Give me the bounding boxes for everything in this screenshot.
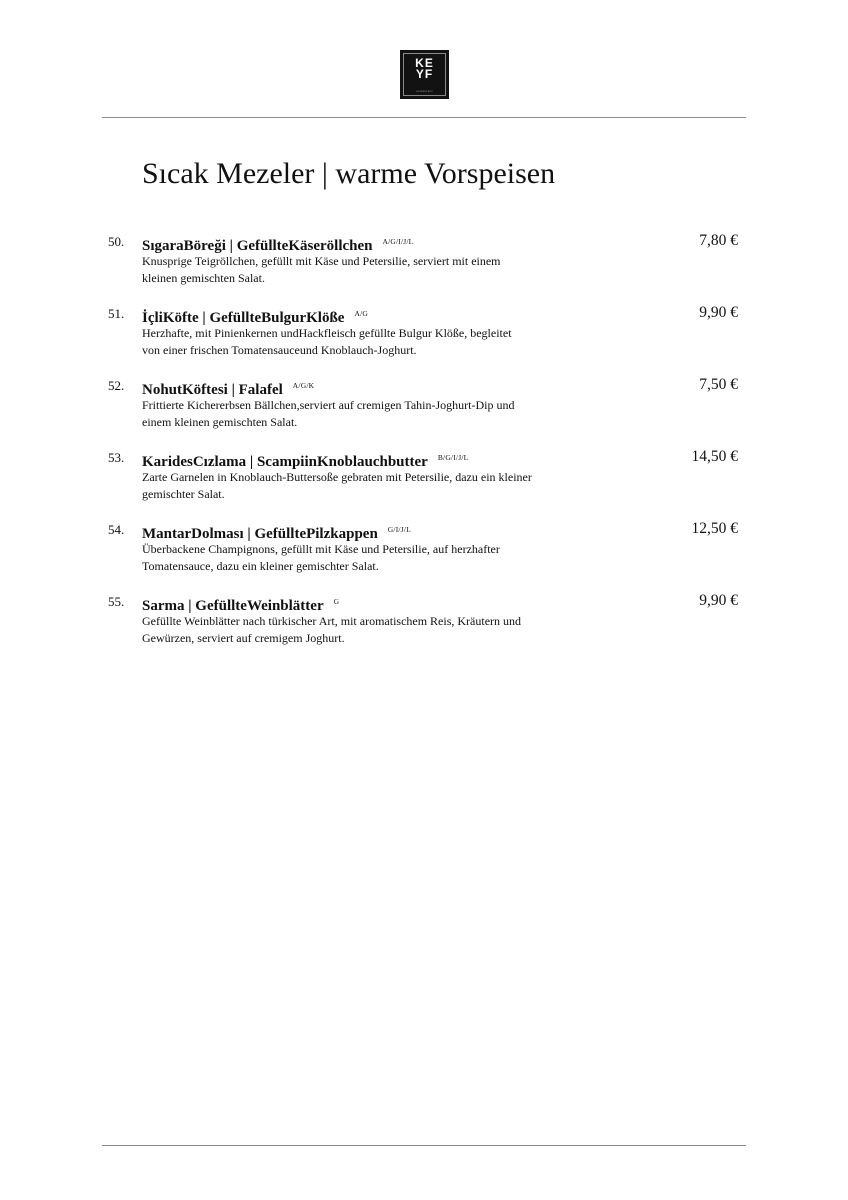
menu-item [0, 518, 848, 590]
item-price: 7,50 € [699, 376, 738, 393]
page-title: Sıcak Mezeler | warme Vorspeisen [142, 157, 556, 190]
item-price: 9,90 € [699, 592, 738, 609]
item-description-line: von einer frischen Tomatensauceund Knoblauch-Joghurt. [142, 343, 417, 357]
item-description [142, 469, 632, 503]
item-description [142, 253, 632, 287]
item-number: 52. [108, 378, 125, 393]
bottom-divider [102, 1145, 746, 1146]
item-number: 55. [108, 594, 125, 609]
item-description-line: einem kleinen gemischten Salat. [142, 415, 298, 429]
item-description-line: Überbackene Champignons, gefüllt mit Käse und Petersilie, auf herzhafter [142, 542, 500, 556]
item-allergens: A/G/K [292, 381, 315, 390]
logo-line-1: KE [415, 56, 434, 70]
item-number: 54. [108, 522, 125, 537]
item-description-line: gemischter Salat. [142, 487, 225, 501]
item-price: 14,50 € [691, 448, 738, 465]
item-description-line: Zarte Garnelen in Knoblauch-Buttersoße gebraten mit Petersilie, dazu ein kleiner [142, 470, 532, 484]
item-description-line: Gefüllte Weinblätter nach türkischer Art, mit aromatischem Reis, Kräutern und [142, 614, 522, 628]
item-description [142, 613, 632, 647]
item-number: 53. [108, 450, 125, 465]
item-name-text: MantarDolması | GefülltePilzkappen [142, 526, 378, 542]
item-description-line: Tomatensauce, dazu ein kleiner gemischter Salat. [142, 559, 379, 573]
menu-item [0, 230, 848, 302]
menu-item [0, 590, 848, 662]
item-allergens: G [333, 597, 340, 606]
top-divider [102, 117, 746, 118]
item-description [142, 325, 632, 359]
item-price: 7,80 € [699, 232, 738, 249]
item-name-text: NohutKöftesi | Falafel [142, 382, 283, 398]
item-description-line: Gewürzen, serviert auf cremigem Joghurt. [142, 631, 345, 645]
item-name-text: SıgaraBöreği | GefüllteKäseröllchen [142, 238, 373, 254]
item-description-line: Frittierte Kichererbsen Bällchen,serviert auf cremigen Tahin-Joghurt-Dip und [142, 398, 515, 412]
item-price: 12,50 € [691, 520, 738, 537]
item-allergens: A/G [354, 309, 368, 318]
item-description [142, 541, 632, 575]
menu-item-list [0, 230, 848, 662]
item-number: 50. [108, 234, 125, 249]
logo-line-2: YF [415, 67, 434, 81]
logo-wordmark [400, 58, 449, 80]
item-number: 51. [108, 306, 125, 321]
item-price: 9,90 € [699, 304, 738, 321]
item-allergens: B/G/I/J/L [437, 453, 469, 462]
menu-item [0, 302, 848, 374]
item-description-line: Knusprige Teigröllchen, gefüllt mit Käse und Petersilie, serviert mit einem [142, 254, 501, 268]
item-name-text: Sarma | GefüllteWeinblätter [142, 598, 324, 614]
item-description [142, 397, 632, 431]
item-description-line: Herzhafte, mit Pinienkernen undHackfleisch gefüllte Bulgur Klöße, begleitet [142, 326, 512, 340]
restaurant-logo [400, 50, 449, 99]
item-allergens: A/G/I/J/L [382, 237, 414, 246]
item-description-line: kleinen gemischten Salat. [142, 271, 265, 285]
item-allergens: G/I/J/L [387, 525, 411, 534]
item-name-text: KaridesCızlama | ScampiinKnoblauchbutter [142, 454, 428, 470]
menu-item [0, 374, 848, 446]
item-name-text: İçliKöfte | GefüllteBulgurKlöße [142, 310, 345, 326]
menu-item [0, 446, 848, 518]
logo-subtext: restaurant [416, 89, 433, 93]
